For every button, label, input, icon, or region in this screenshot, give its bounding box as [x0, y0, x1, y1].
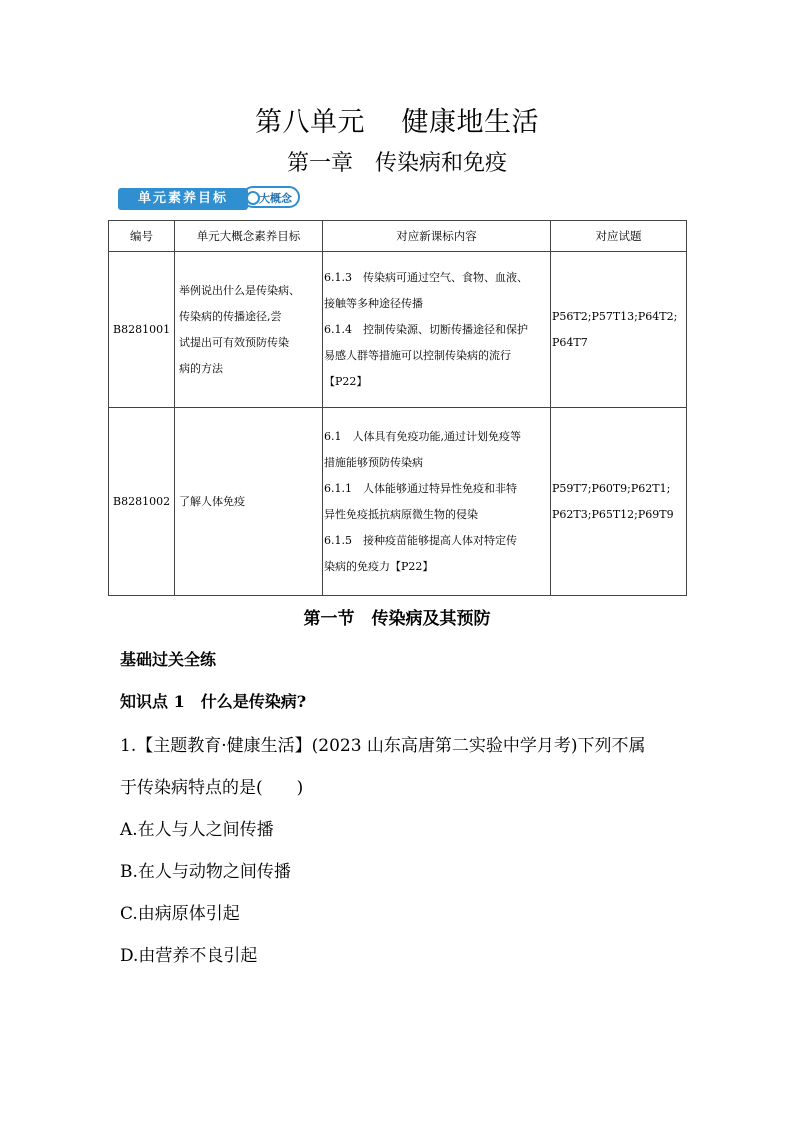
concept-circle-icon [246, 191, 260, 205]
content-line: 措施能够预防传染病 [324, 455, 423, 469]
section-title: 第一节 传染病及其预防 [303, 609, 491, 629]
row-content [323, 408, 551, 596]
row-items [551, 252, 687, 408]
goal-line: 了解人体免疫 [179, 494, 245, 508]
row-id: B8281001 [109, 252, 175, 408]
question-stem-line: 1.【主题教育·健康生活】(2023 山东高唐第二实验中学月考)下列不属 [120, 736, 646, 756]
content-line: 易感人群等措施可以控制传染病的流行 [324, 348, 511, 362]
practice-heading: 基础过关全练 [120, 650, 217, 669]
items-line: P56T2;P57T13;P64T2; [552, 309, 678, 323]
content-line: 染病的免疫力【P22】 [324, 559, 434, 573]
unit-goal-badge [118, 186, 300, 212]
table-row [109, 252, 687, 408]
goal-line: 病的方法 [179, 361, 223, 375]
header-items: 对应试题 [551, 221, 687, 252]
goal-line: 传染病的传播途径,尝 [179, 309, 282, 323]
content-line: 6.1.5 接种疫苗能够提高人体对特定传 [324, 533, 517, 547]
row-goal [175, 252, 323, 408]
header-goal: 单元大概念素养目标 [175, 221, 323, 252]
option-a: A.在人与人之间传播 [120, 820, 274, 840]
unit-goal-label: 单元素养目标 [118, 188, 248, 210]
content-line: 【P22】 [324, 374, 368, 388]
big-concept-tag: 大概念 [242, 186, 300, 208]
content-line: 接触等多种途径传播 [324, 296, 423, 310]
row-items [551, 408, 687, 596]
row-content [323, 252, 551, 408]
header-content: 对应新课标内容 [323, 221, 551, 252]
row-goal [175, 408, 323, 596]
items-line: P59T7;P60T9;P62T1; [552, 481, 671, 495]
content-line: 6.1.3 传染病可通过空气、食物、血液、 [324, 270, 528, 284]
header-id: 编号 [109, 221, 175, 252]
row-id: B8281002 [109, 408, 175, 596]
items-line: P62T3;P65T12;P69T9 [552, 507, 674, 521]
table-header-row [109, 221, 687, 252]
unit-title: 第八单元 健康地生活 [254, 107, 540, 138]
option-d: D.由营养不良引起 [120, 946, 258, 966]
content-line: 6.1.1 人体能够通过特异性免疫和非特 [324, 481, 517, 495]
goals-table [108, 220, 687, 596]
chapter-title: 第一章 传染病和免疫 [286, 151, 507, 176]
items-line: P64T7 [552, 335, 588, 349]
goal-line: 举例说出什么是传染病、 [179, 283, 300, 297]
content-line: 6.1.4 控制传染源、切断传播途径和保护 [324, 322, 528, 336]
question-stem-line: 于传染病特点的是( ) [120, 778, 304, 798]
option-c: C.由病原体引起 [120, 904, 240, 924]
goal-line: 试提出可有效预防传染 [179, 335, 289, 349]
option-b: B.在人与动物之间传播 [120, 862, 291, 882]
table-row [109, 408, 687, 596]
content-line: 异性免疫抵抗病原微生物的侵染 [324, 507, 478, 521]
content-line: 6.1 人体具有免疫功能,通过计划免疫等 [324, 429, 521, 443]
knowledge-point-heading: 知识点 1 什么是传染病? [120, 692, 307, 711]
